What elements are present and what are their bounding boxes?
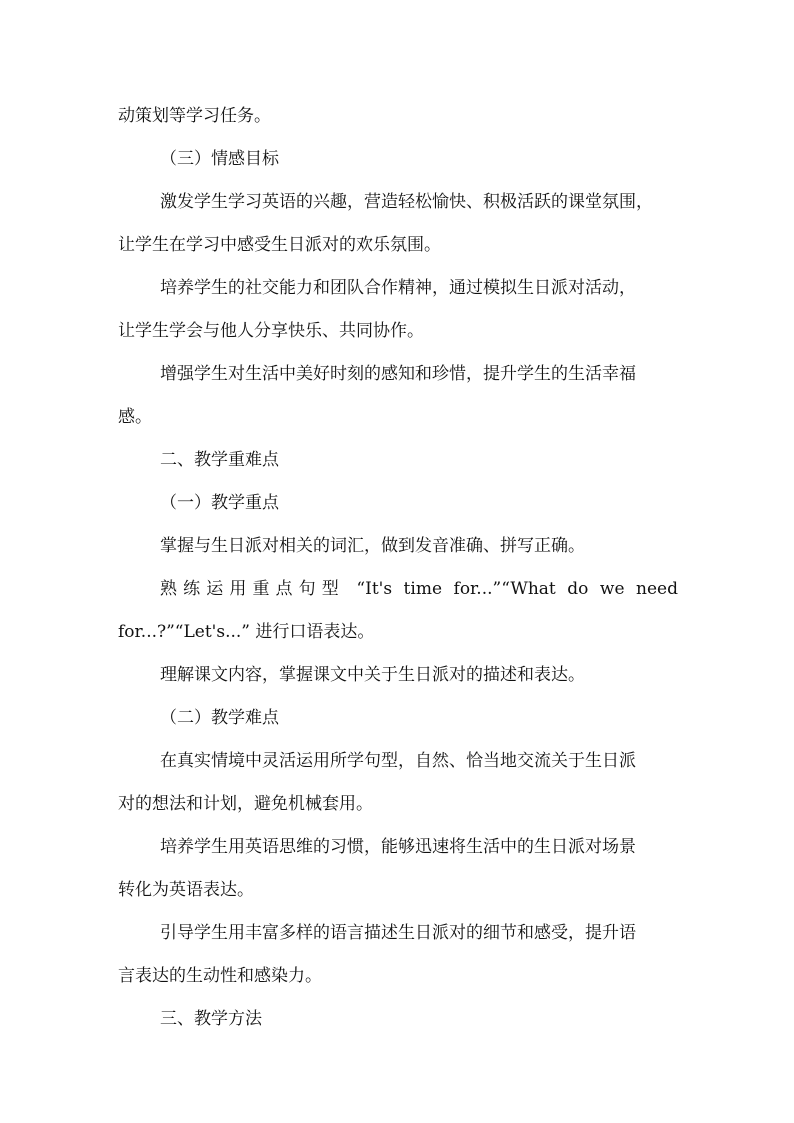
section-heading: 三、教学方法 (160, 1009, 262, 1029)
paragraph-line: 培养学生的社交能力和团队合作精神，通过模拟生日派对活动， (160, 278, 636, 298)
section-heading: （一）教学重点 (160, 493, 279, 513)
paragraph-line: 引导学生用丰富多样的语言描述生日派对的细节和感受，提升语 (160, 923, 636, 943)
paragraph-line: 对的想法和计划，避免机械套用。 (118, 794, 373, 814)
paragraph-line: 掌握与生日派对相关的词汇，做到发音准确、拼写正确。 (160, 536, 585, 556)
section-heading: （三）情感目标 (160, 149, 279, 169)
paragraph-line: 增强学生对生活中美好时刻的感知和珍惜，提升学生的生活幸福 (160, 364, 636, 384)
section-heading: 二、教学重难点 (160, 450, 279, 470)
paragraph-line: 让学生学会与他人分享快乐、共同协作。 (118, 321, 424, 341)
paragraph-line: 熟练运用重点句型 “It's time for...”“What do we need (160, 579, 678, 599)
paragraph-line: for...?”“Let's...” 进行口语表达。 (118, 622, 375, 642)
paragraph-line: 转化为英语表达。 (118, 880, 254, 900)
paragraph-line: 培养学生用英语思维的习惯，能够迅速将生活中的生日派对场景 (160, 837, 636, 857)
paragraph-line: 理解课文内容，掌握课文中关于生日派对的描述和表达。 (160, 665, 585, 685)
paragraph-line: 动策划等学习任务。 (118, 106, 271, 126)
paragraph-line: 让学生在学习中感受生日派对的欢乐氛围。 (118, 235, 441, 255)
paragraph-line: 言表达的生动性和感染力。 (118, 966, 322, 986)
paragraph-line: 在真实情境中灵活运用所学句型，自然、恰当地交流关于生日派 (160, 751, 636, 771)
paragraph-line: 感。 (118, 407, 152, 427)
paragraph-line: 激发学生学习英语的兴趣，营造轻松愉快、积极活跃的课堂氛围， (160, 192, 653, 212)
section-heading: （二）教学难点 (160, 708, 279, 728)
